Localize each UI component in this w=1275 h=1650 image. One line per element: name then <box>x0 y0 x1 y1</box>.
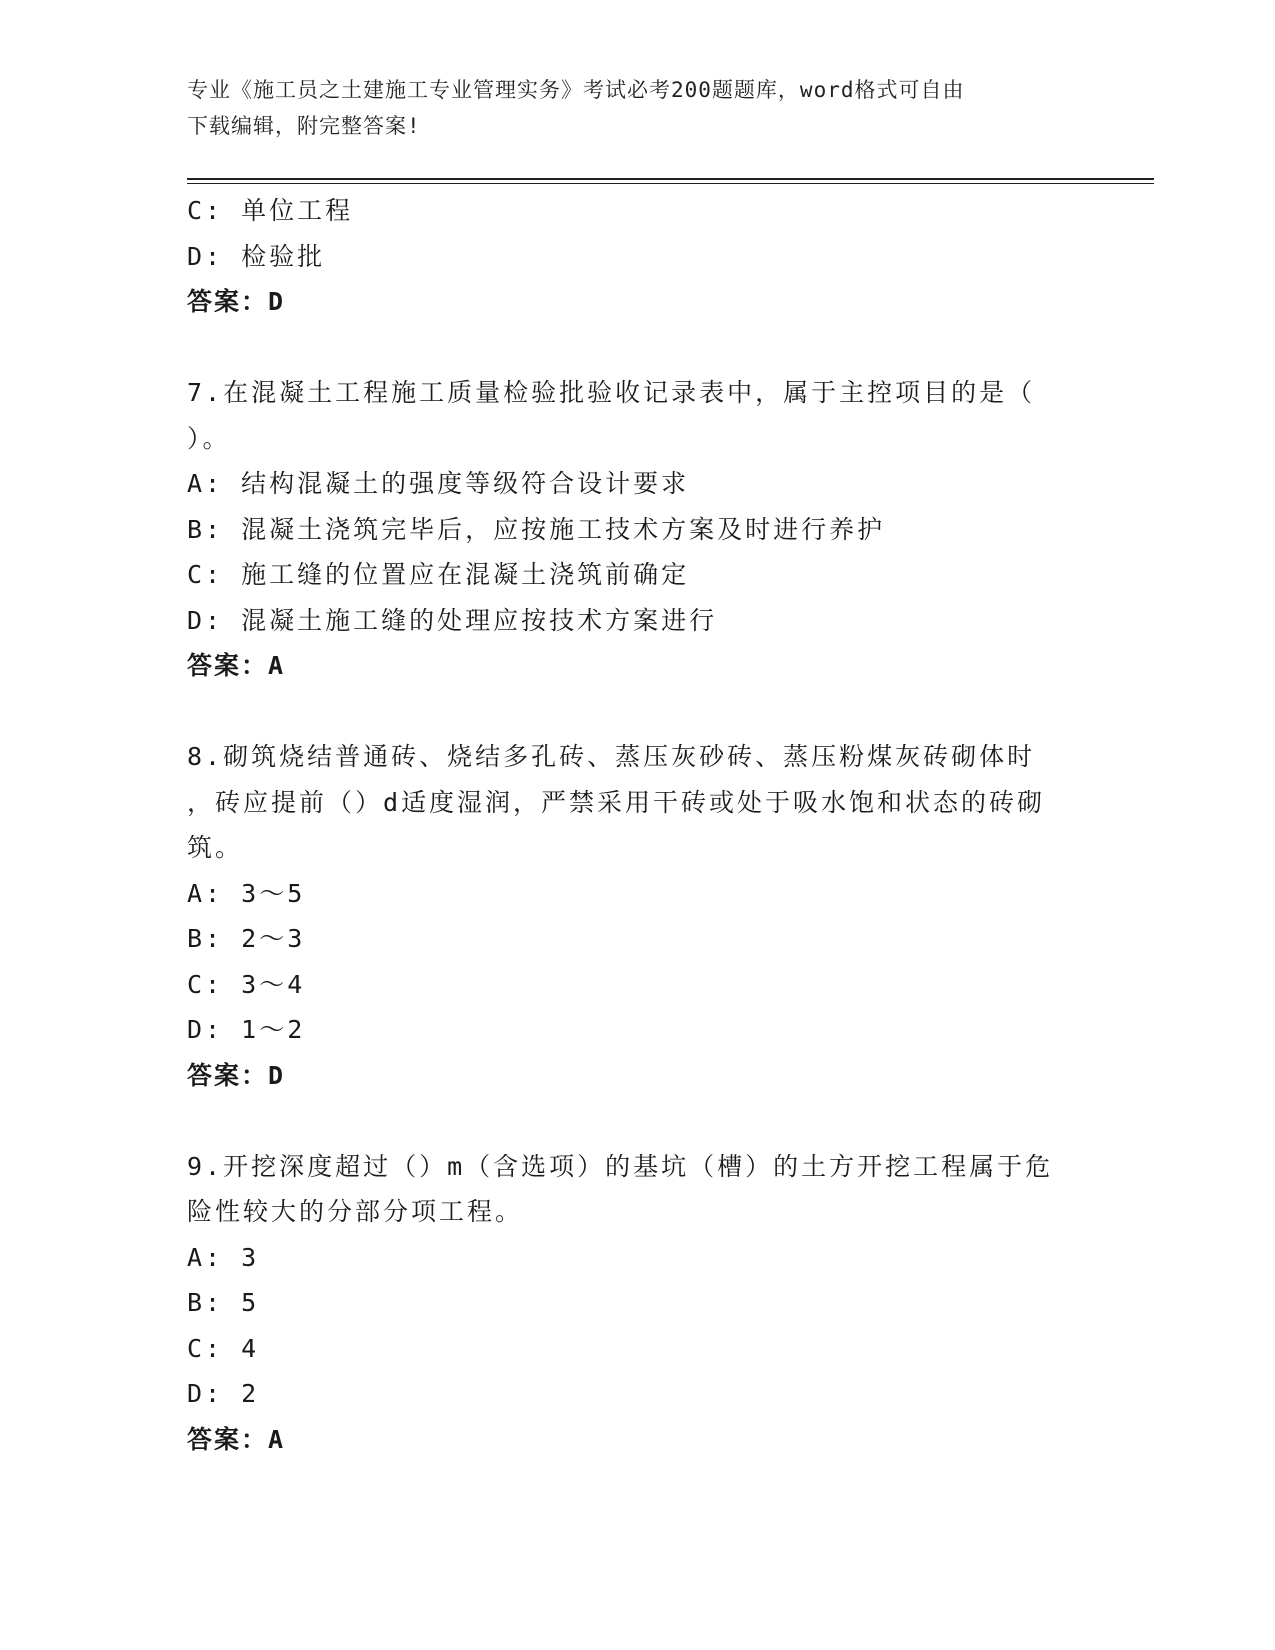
header-line: 下载编辑，附完整答案! <box>187 114 421 138</box>
answer: 答案：A <box>187 1424 286 1454</box>
question-stem: 9.开挖深度超过（）m（含选项）的基坑（槽）的土方开挖工程属于危 <box>187 1151 1054 1181</box>
question-stem: 8.砌筑烧结普通砖、烧结多孔砖、蒸压灰砂砖、蒸压粉煤灰砖砌体时 <box>187 742 1036 771</box>
question-stem: ）。 <box>187 423 231 453</box>
question-stem: ，砖应提前（）d适度湿润，严禁采用干砖或处于吸水饱和状态的砖砌 <box>187 787 1046 817</box>
spacer <box>187 325 1087 371</box>
option-d: D: 检验批 <box>187 241 326 271</box>
document-header <box>187 72 1067 144</box>
option-c: C: 单位工程 <box>187 196 354 225</box>
option-b: B: 5 <box>187 1288 260 1317</box>
option-c: C: 3～4 <box>187 969 306 999</box>
spacer <box>187 689 1087 735</box>
question-7 <box>187 370 1087 689</box>
option-a: A: 结构混凝土的强度等级符合设计要求 <box>187 469 690 498</box>
previous-question-tail <box>187 188 1087 325</box>
header-divider-thin <box>187 183 1154 184</box>
answer: 答案：D <box>187 1060 286 1090</box>
option-c: C: 施工缝的位置应在混凝土浇筑前确定 <box>187 560 690 589</box>
option-c: C: 4 <box>187 1333 260 1363</box>
question-stem: 险性较大的分部分项工程。 <box>187 1197 524 1226</box>
option-d: D: 2 <box>187 1379 260 1408</box>
question-stem: 筑。 <box>187 833 244 862</box>
question-9 <box>187 1144 1087 1463</box>
option-a: A: 3～5 <box>187 878 306 908</box>
option-a: A: 3 <box>187 1242 260 1272</box>
answer: 答案：A <box>187 651 286 680</box>
spacer <box>187 1098 1087 1144</box>
header-divider <box>187 178 1154 180</box>
header-line: 专业《施工员之土建施工专业管理实务》考试必考200题题库，word格式可自由 <box>187 78 965 102</box>
question-stem: 7.在混凝土工程施工质量检验批验收记录表中，属于主控项目的是（ <box>187 378 1036 407</box>
option-b: B: 混凝土浇筑完毕后，应按施工技术方案及时进行养护 <box>187 514 886 544</box>
option-b: B: 2～3 <box>187 924 306 953</box>
question-8 <box>187 734 1087 1098</box>
option-d: D: 1～2 <box>187 1015 306 1044</box>
answer: 答案：D <box>187 287 286 316</box>
question-list <box>187 188 1087 1462</box>
option-d: D: 混凝土施工缝的处理应按技术方案进行 <box>187 605 718 635</box>
